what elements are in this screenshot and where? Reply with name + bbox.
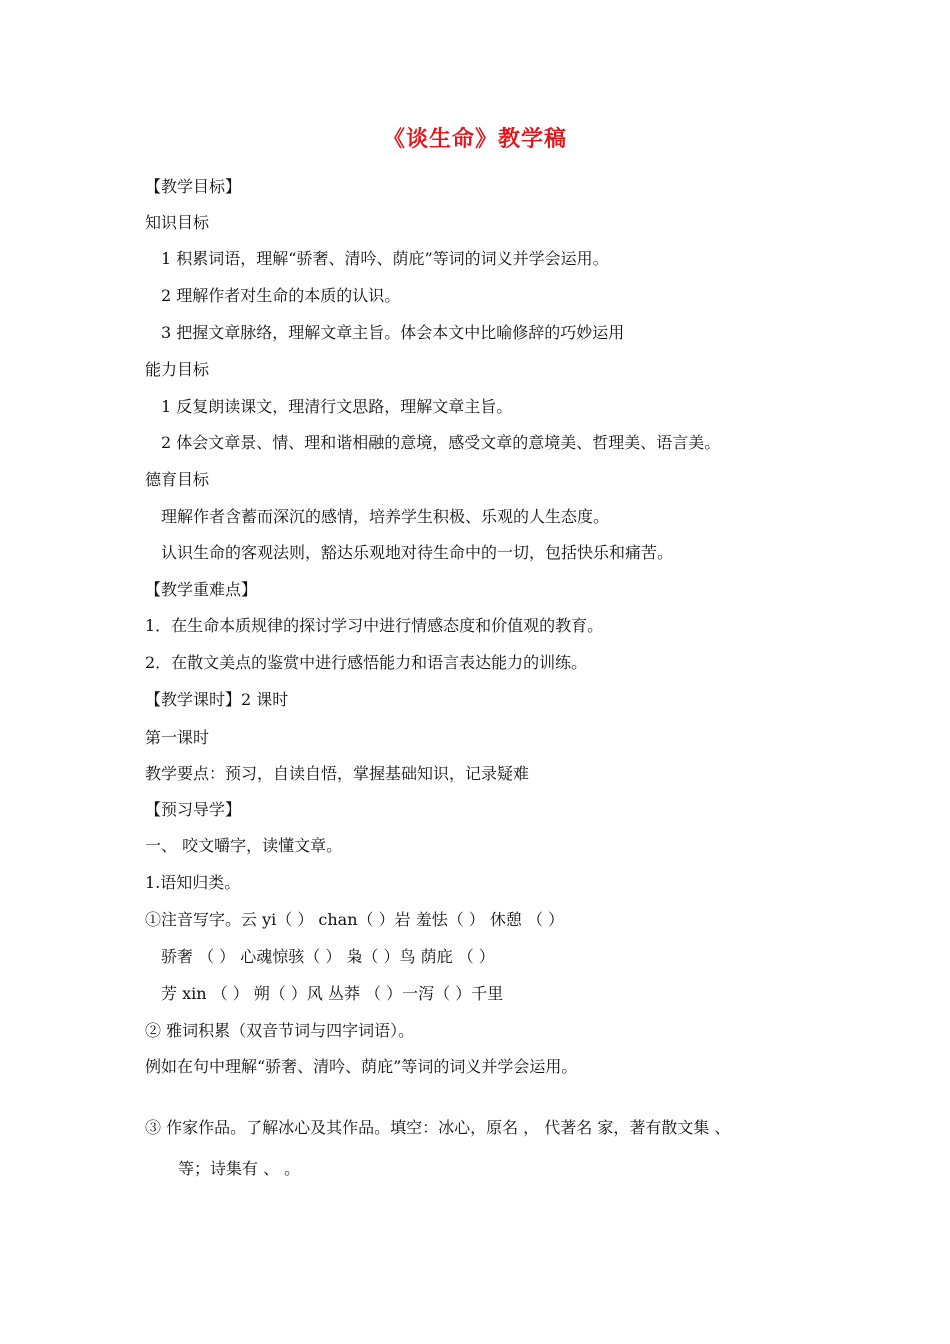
language-categories: 1.语知归类。 bbox=[145, 873, 241, 892]
pinyin-exercise-row-2: 骄奢 （ ） 心魂惊骇（ ） 枭（ ）鸟 荫庇 （ ） bbox=[161, 947, 495, 966]
pinyin-exercise-row-3: 芳 xin （ ） 朔（ ）风 丛莽 （ ）一泻（ ）千里 bbox=[161, 984, 504, 1003]
vocabulary-accumulation: ② 雅词积累（双音节词与四字词语）。 bbox=[145, 1021, 415, 1040]
ability-item-1: 1 反复朗读课文，理清行文思路，理解文章主旨。 bbox=[161, 397, 513, 416]
section-heading-goals: 【教学目标】 bbox=[145, 177, 242, 196]
author-works-fill-in: ③ 作家作品。了解冰心及其作品。填空：冰心，原名 ， 代著名 家，著有散文集 、 bbox=[145, 1118, 731, 1137]
teaching-points: 教学要点：预习，自读自悟，掌握基础知识，记录疑难 bbox=[145, 764, 530, 783]
section-heading-periods: 【教学课时】2 课时 bbox=[145, 690, 289, 709]
subheading-moral: 德育目标 bbox=[145, 470, 210, 489]
ability-item-2: 2 体会文章景、情、理和谐相融的意境，感受文章的意境美、哲理美、语言美。 bbox=[161, 433, 721, 452]
vocabulary-example: 例如在句中理解“骄奢、清吟、荫庇”等词的词义并学会运用。 bbox=[145, 1057, 578, 1076]
first-period-heading: 第一课时 bbox=[145, 728, 210, 747]
knowledge-item-3: 3 把握文章脉络，理解文章主旨。体会本文中比喻修辞的巧妙运用 bbox=[161, 323, 625, 342]
subheading-knowledge: 知识目标 bbox=[145, 213, 210, 232]
author-works-fill-in-continued: 等；诗集有 、 。 bbox=[178, 1159, 301, 1178]
section-heading-preview: 【预习导学】 bbox=[145, 800, 242, 819]
preview-part-1: 一、 咬文嚼字，读懂文章。 bbox=[145, 836, 343, 855]
knowledge-item-1: 1 积累词语，理解“骄奢、清吟、荫庇”等词的词义并学会运用。 bbox=[161, 249, 609, 268]
knowledge-item-2: 2 理解作者对生命的本质的认识。 bbox=[161, 286, 401, 305]
key-point-1: 1．在生命本质规律的探讨学习中进行情感态度和价值观的教育。 bbox=[145, 616, 604, 635]
key-point-2: 2．在散文美点的鉴赏中进行感悟能力和语言表达能力的训练。 bbox=[145, 653, 588, 672]
subheading-ability: 能力目标 bbox=[145, 360, 210, 379]
document-title: 《谈生命》教学稿 bbox=[382, 126, 567, 152]
pinyin-exercise-row-1: ①注音写字。云 yi（ ） chan（ ）岩 羞怯（ ） 休憩 （ ） bbox=[145, 910, 565, 929]
moral-item-1: 理解作者含蓄而深沉的感情，培养学生积极、乐观的人生态度。 bbox=[161, 507, 610, 526]
section-heading-key-points: 【教学重难点】 bbox=[145, 580, 258, 599]
moral-item-2: 认识生命的客观法则，豁达乐观地对待生命中的一切，包括快乐和痛苦。 bbox=[161, 543, 674, 562]
